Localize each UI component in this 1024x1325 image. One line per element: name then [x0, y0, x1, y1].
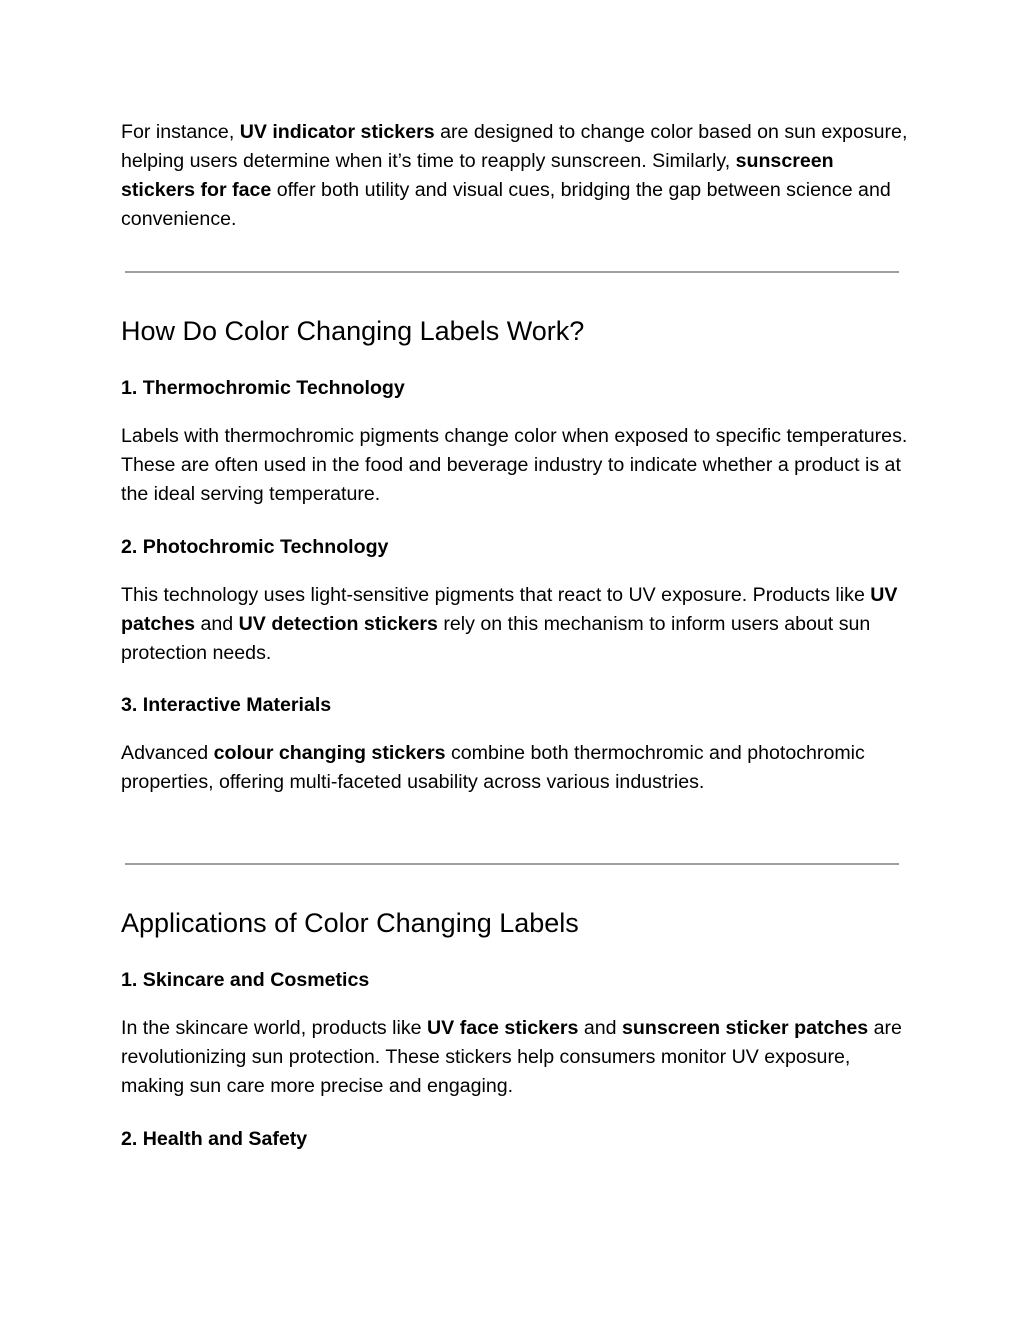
subheading-health-safety: 2. Health and Safety [121, 1128, 308, 1150]
skincare-text-3: are revolutionizing sun protection. These stickers help consumers monitor UV exposure, making sun care more precise and engaging. [121, 1017, 902, 1097]
interactive-text-1: Advanced [121, 742, 214, 764]
skincare-text-1: In the skincare world, products like [121, 1017, 428, 1039]
paragraph-interactive-materials [121, 739, 911, 797]
subheading-photochromic: 2. Photochromic Technology [121, 536, 389, 558]
photochromic-bold-uv-patches: UV patches [121, 584, 898, 635]
section-heading-how-it-works: How Do Color Changing Labels Work? [121, 316, 585, 346]
section-divider [125, 271, 899, 273]
paragraph-photochromic [121, 581, 911, 668]
intro-text-1: For instance, [121, 121, 240, 143]
intro-paragraph [121, 118, 911, 234]
section-heading-applications: Applications of Color Changing Labels [121, 908, 579, 938]
intro-text-3: offer both utility and visual cues, bridging the gap between science and convenience. [121, 179, 891, 230]
photochromic-text-2: and [195, 613, 239, 635]
interactive-bold-colour-changing-stickers: colour changing stickers [213, 742, 446, 764]
subheading-interactive-materials: 3. Interactive Materials [121, 694, 332, 716]
interactive-text-2: combine both thermochromic and photochromic properties, offering multi-faceted usability across various industries. [121, 742, 865, 793]
skincare-bold-sunscreen-sticker-patches: sunscreen sticker patches [622, 1017, 869, 1039]
intro-bold-sunscreen-stickers-for-face: sunscreen stickers for face [121, 150, 834, 201]
photochromic-bold-uv-detection-stickers: UV detection stickers [238, 613, 438, 635]
photochromic-text-1: This technology uses light-sensitive pigments that react to UV exposure. Products like [121, 584, 871, 606]
paragraph-skincare [121, 1014, 911, 1101]
intro-bold-uv-indicator-stickers: UV indicator stickers [239, 121, 435, 143]
paragraph-thermochromic: Labels with thermochromic pigments change color when exposed to specific temperatures. These are often used in the food and beverage industry to indicate whether a product is at the ideal serving temperature. [121, 425, 908, 505]
photochromic-text-3: rely on this mechanism to inform users about sun protection needs. [121, 613, 871, 664]
skincare-bold-uv-face-stickers: UV face stickers [427, 1017, 579, 1039]
section-divider [125, 863, 899, 865]
intro-text-2: are designed to change color based on sun exposure, helping users determine when it’s time to reapply sunscreen. Similarly, [121, 121, 908, 172]
skincare-text-2: and [578, 1017, 623, 1039]
subheading-thermochromic: 1. Thermochromic Technology [121, 377, 405, 399]
subheading-skincare: 1. Skincare and Cosmetics [121, 969, 370, 991]
